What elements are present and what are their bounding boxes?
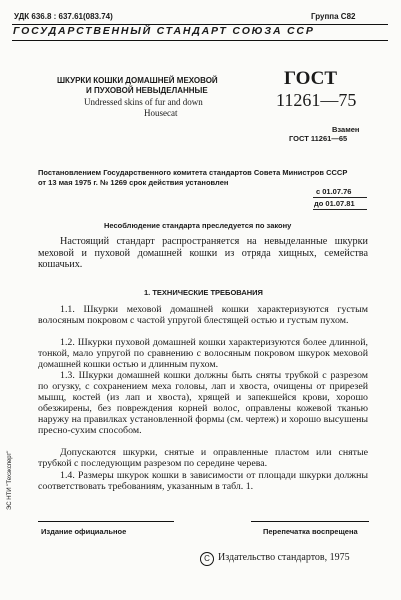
paragraph-1-4: 1.4. Размеры шкурок кошки в зависимости от площади шкурки должны соответствовать требованиям, указанным в табл. 1. bbox=[38, 470, 368, 492]
side-watermark-text: ЭС НТИ "Техэксперт" bbox=[7, 450, 13, 510]
title-en-line2: Housecat bbox=[144, 108, 178, 118]
title-ru-line1: ШКУРКИ КОШКИ ДОМАШНЕЙ МЕХОВОЙ bbox=[57, 76, 218, 85]
gost-number: 11261—75 bbox=[276, 90, 357, 110]
paragraph-allowed: Допускаются шкурки, снятые и оправленные пластом или снятые трубкой с последующим разрезом по середине черева. bbox=[38, 447, 368, 469]
paragraph-1-2: 1.2. Шкурки пуховой домашней кошки характеризуются более длинной, тонкой, мало упругой по сравнению с волосяным покровом шкурок меховой домашней кошки остью и длинным пухом. bbox=[38, 337, 368, 370]
udc-code: УДК 636.8 : 637.61(083.74) bbox=[14, 12, 113, 21]
gost-label: ГОСТ bbox=[284, 68, 338, 89]
copyright-publisher: Издательство стандартов, 1975 bbox=[218, 552, 350, 563]
group-code: Группа С82 bbox=[311, 12, 356, 21]
title-en-line1: Undressed skins of fur and down bbox=[84, 97, 203, 107]
valid-to-underline bbox=[313, 209, 367, 210]
paragraph-1-1: 1.1. Шкурки меховой домашней кошки характеризуются густым волосяным покровом с частой упругой блестящей остью и густым пухом. bbox=[38, 304, 368, 326]
footer-rule-right bbox=[251, 521, 369, 522]
legal-notice: Несоблюдение стандарта преследуется по закону bbox=[104, 221, 292, 230]
valid-to-date: до 01.07.81 bbox=[314, 199, 355, 208]
replaces-label: Взамен bbox=[332, 125, 360, 134]
replaces-standard: ГОСТ 11261—65 bbox=[289, 134, 348, 143]
footer-rule-left bbox=[38, 521, 174, 522]
paragraph-1-3: 1.3. Шкурки домашней кошки должны быть сняты трубкой с разрезом по огузку, с сохранением меха головы, лап и хвоста, очищены от прирезей мышц, костей (из лап и хвоста), хрящей и запекшейся крови, хорошо обезжирены, без повреждения корней волос, оправлены кожевой тканью наружу на правилках установленной формы (см. чертеж) и хорошо высушены пресно-сухим способом. bbox=[38, 370, 368, 436]
copyright-icon: С bbox=[200, 552, 214, 566]
valid-from-date: с 01.07.76 bbox=[316, 187, 352, 196]
official-edition-label: Издание официальное bbox=[41, 527, 127, 536]
section-heading: 1. ТЕХНИЧЕСКИЕ ТРЕБОВАНИЯ bbox=[144, 288, 263, 297]
title-ru-line2: И ПУХОВОЙ НЕВЫДЕЛАННЫЕ bbox=[86, 86, 208, 95]
banner-title: ГОСУДАРСТВЕННЫЙ СТАНДАРТ СОЮЗА ССР bbox=[13, 25, 315, 37]
header-rule-bottom bbox=[12, 40, 388, 41]
decree-line1: Постановлением Государственного комитета стандартов Совета Министров СССР bbox=[38, 168, 348, 177]
decree-line2: от 13 мая 1975 г. № 1269 срок действия установлен bbox=[38, 178, 229, 187]
reprint-prohibited-label: Перепечатка воспрещена bbox=[263, 527, 358, 536]
valid-from-underline bbox=[313, 197, 367, 198]
intro-paragraph: Настоящий стандарт распространяется на невыделанные шкурки меховой и пуховой домашней кошки из отряда хищных, семейства кошачьих. bbox=[38, 236, 368, 271]
